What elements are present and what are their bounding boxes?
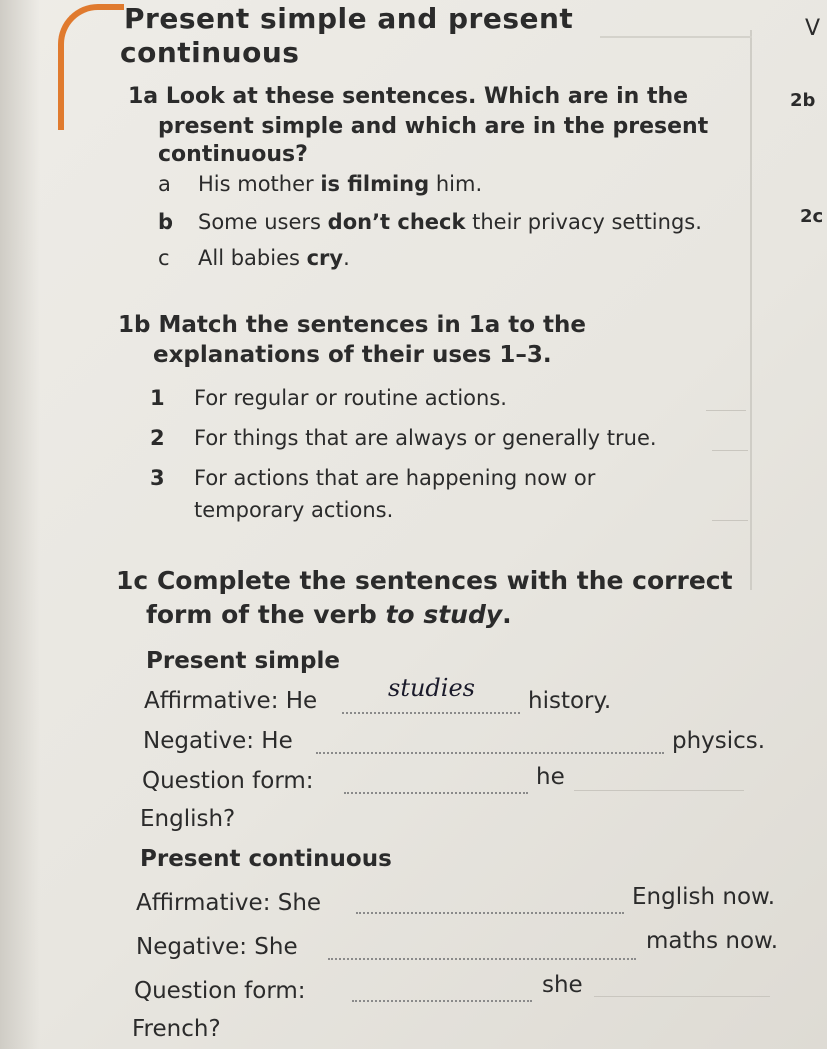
ex1b-item-1: [150, 386, 507, 410]
ex1a-prompt-text: Look at these sentences. Which are in the: [165, 84, 689, 109]
title-line-1: Present simple and present: [124, 2, 574, 35]
handwritten-answer: studies: [388, 674, 475, 702]
item-text: Some users: [198, 210, 328, 234]
item-text: For regular or routine actions.: [194, 386, 507, 410]
simple-question-mid: he: [536, 764, 565, 790]
ex1b-number: 1b: [118, 312, 151, 338]
ex1a-item-b: [158, 210, 702, 234]
continuous-affirmative-label: Affirmative: She: [136, 890, 322, 916]
continuous-question-end: French?: [132, 1016, 221, 1042]
item-letter: c: [158, 246, 170, 270]
cut-letter: V: [805, 16, 821, 41]
item-number: 3: [150, 466, 165, 490]
item-text: All babies: [198, 246, 307, 270]
present-continuous-heading: Present continuous: [140, 846, 392, 872]
ex1c-prompt-text: Complete the sentences with the correct: [156, 566, 733, 595]
item-number: 1: [150, 386, 165, 410]
ex1a-number: 1a: [128, 84, 159, 109]
answer-line-3[interactable]: [712, 520, 748, 521]
continuous-question-blank-2[interactable]: [594, 996, 770, 997]
ex1a-prompt-line-3: continuous?: [158, 142, 308, 167]
page-shadow: [0, 0, 40, 1049]
simple-affirmative-end: history.: [528, 688, 612, 714]
item-text-end: .: [343, 246, 350, 270]
ex1c-number: 1c: [116, 566, 149, 595]
continuous-question-label: Question form:: [134, 978, 306, 1004]
item-verb: is filming: [320, 172, 430, 196]
answer-line-1[interactable]: [706, 410, 746, 411]
item-text-end: him.: [429, 172, 483, 196]
simple-negative-blank[interactable]: [316, 752, 664, 754]
top-rule: [600, 36, 752, 38]
continuous-negative-label: Negative: She: [136, 934, 298, 960]
simple-negative-label: Negative: He: [143, 728, 293, 754]
continuous-negative-blank[interactable]: [328, 958, 636, 960]
ex1c-prompt-line-1: [116, 566, 733, 595]
ex1c-prompt-text-2: form of the verb: [146, 600, 386, 629]
simple-affirmative-label: Affirmative: He: [144, 688, 318, 714]
item-number: 2: [150, 426, 165, 450]
item-text: For things that are always or generally true.: [194, 426, 657, 450]
ex1b-item-3: [150, 466, 595, 490]
simple-question-blank-1[interactable]: [344, 792, 528, 794]
simple-question-label: Question form:: [142, 768, 314, 794]
ex1a-prompt-line-1: [128, 84, 688, 109]
item-letter: a: [158, 172, 171, 196]
continuous-question-blank-1[interactable]: [352, 1000, 532, 1002]
continuous-question-mid: she: [542, 972, 583, 998]
simple-affirmative-blank[interactable]: [342, 712, 520, 714]
ex1b-prompt-line-2: explanations of their uses 1–3.: [153, 342, 552, 368]
continuous-affirmative-end: English now.: [632, 884, 776, 910]
ex1a-item-a: [158, 172, 482, 196]
ex1b-prompt-line-1: [118, 312, 586, 338]
present-simple-heading: Present simple: [146, 648, 340, 674]
simple-negative-end: physics.: [672, 728, 766, 754]
ex1a-prompt-line-2: present simple and which are in the present: [158, 114, 709, 139]
item-letter: b: [158, 210, 174, 234]
ex1c-period: .: [502, 600, 512, 629]
ex1c-prompt-line-2: [146, 600, 512, 629]
ex1a-item-c: [158, 246, 350, 270]
ex1b-item-3-line-2: temporary actions.: [194, 498, 394, 522]
simple-question-blank-2[interactable]: [574, 790, 744, 791]
orange-corner-decoration: [58, 4, 124, 130]
simple-question-end: English?: [140, 806, 236, 832]
item-text: His mother: [198, 172, 321, 196]
item-text: For actions that are happening now or: [194, 466, 596, 490]
label-2c: 2c: [800, 206, 824, 227]
continuous-negative-end: maths now.: [646, 928, 779, 954]
item-verb: cry: [306, 246, 344, 270]
answer-line-2[interactable]: [712, 450, 748, 451]
continuous-affirmative-blank[interactable]: [356, 912, 624, 914]
item-verb: don’t check: [327, 210, 466, 234]
label-2b: 2b: [790, 90, 816, 111]
ex1b-prompt-text: Match the sentences in 1a to the: [158, 312, 587, 338]
column-divider: [750, 30, 752, 590]
ex1c-verb: to study: [385, 600, 503, 629]
item-text-end: their privacy settings.: [465, 210, 702, 234]
ex1b-item-2: [150, 426, 657, 450]
title-line-2: continuous: [120, 36, 300, 69]
